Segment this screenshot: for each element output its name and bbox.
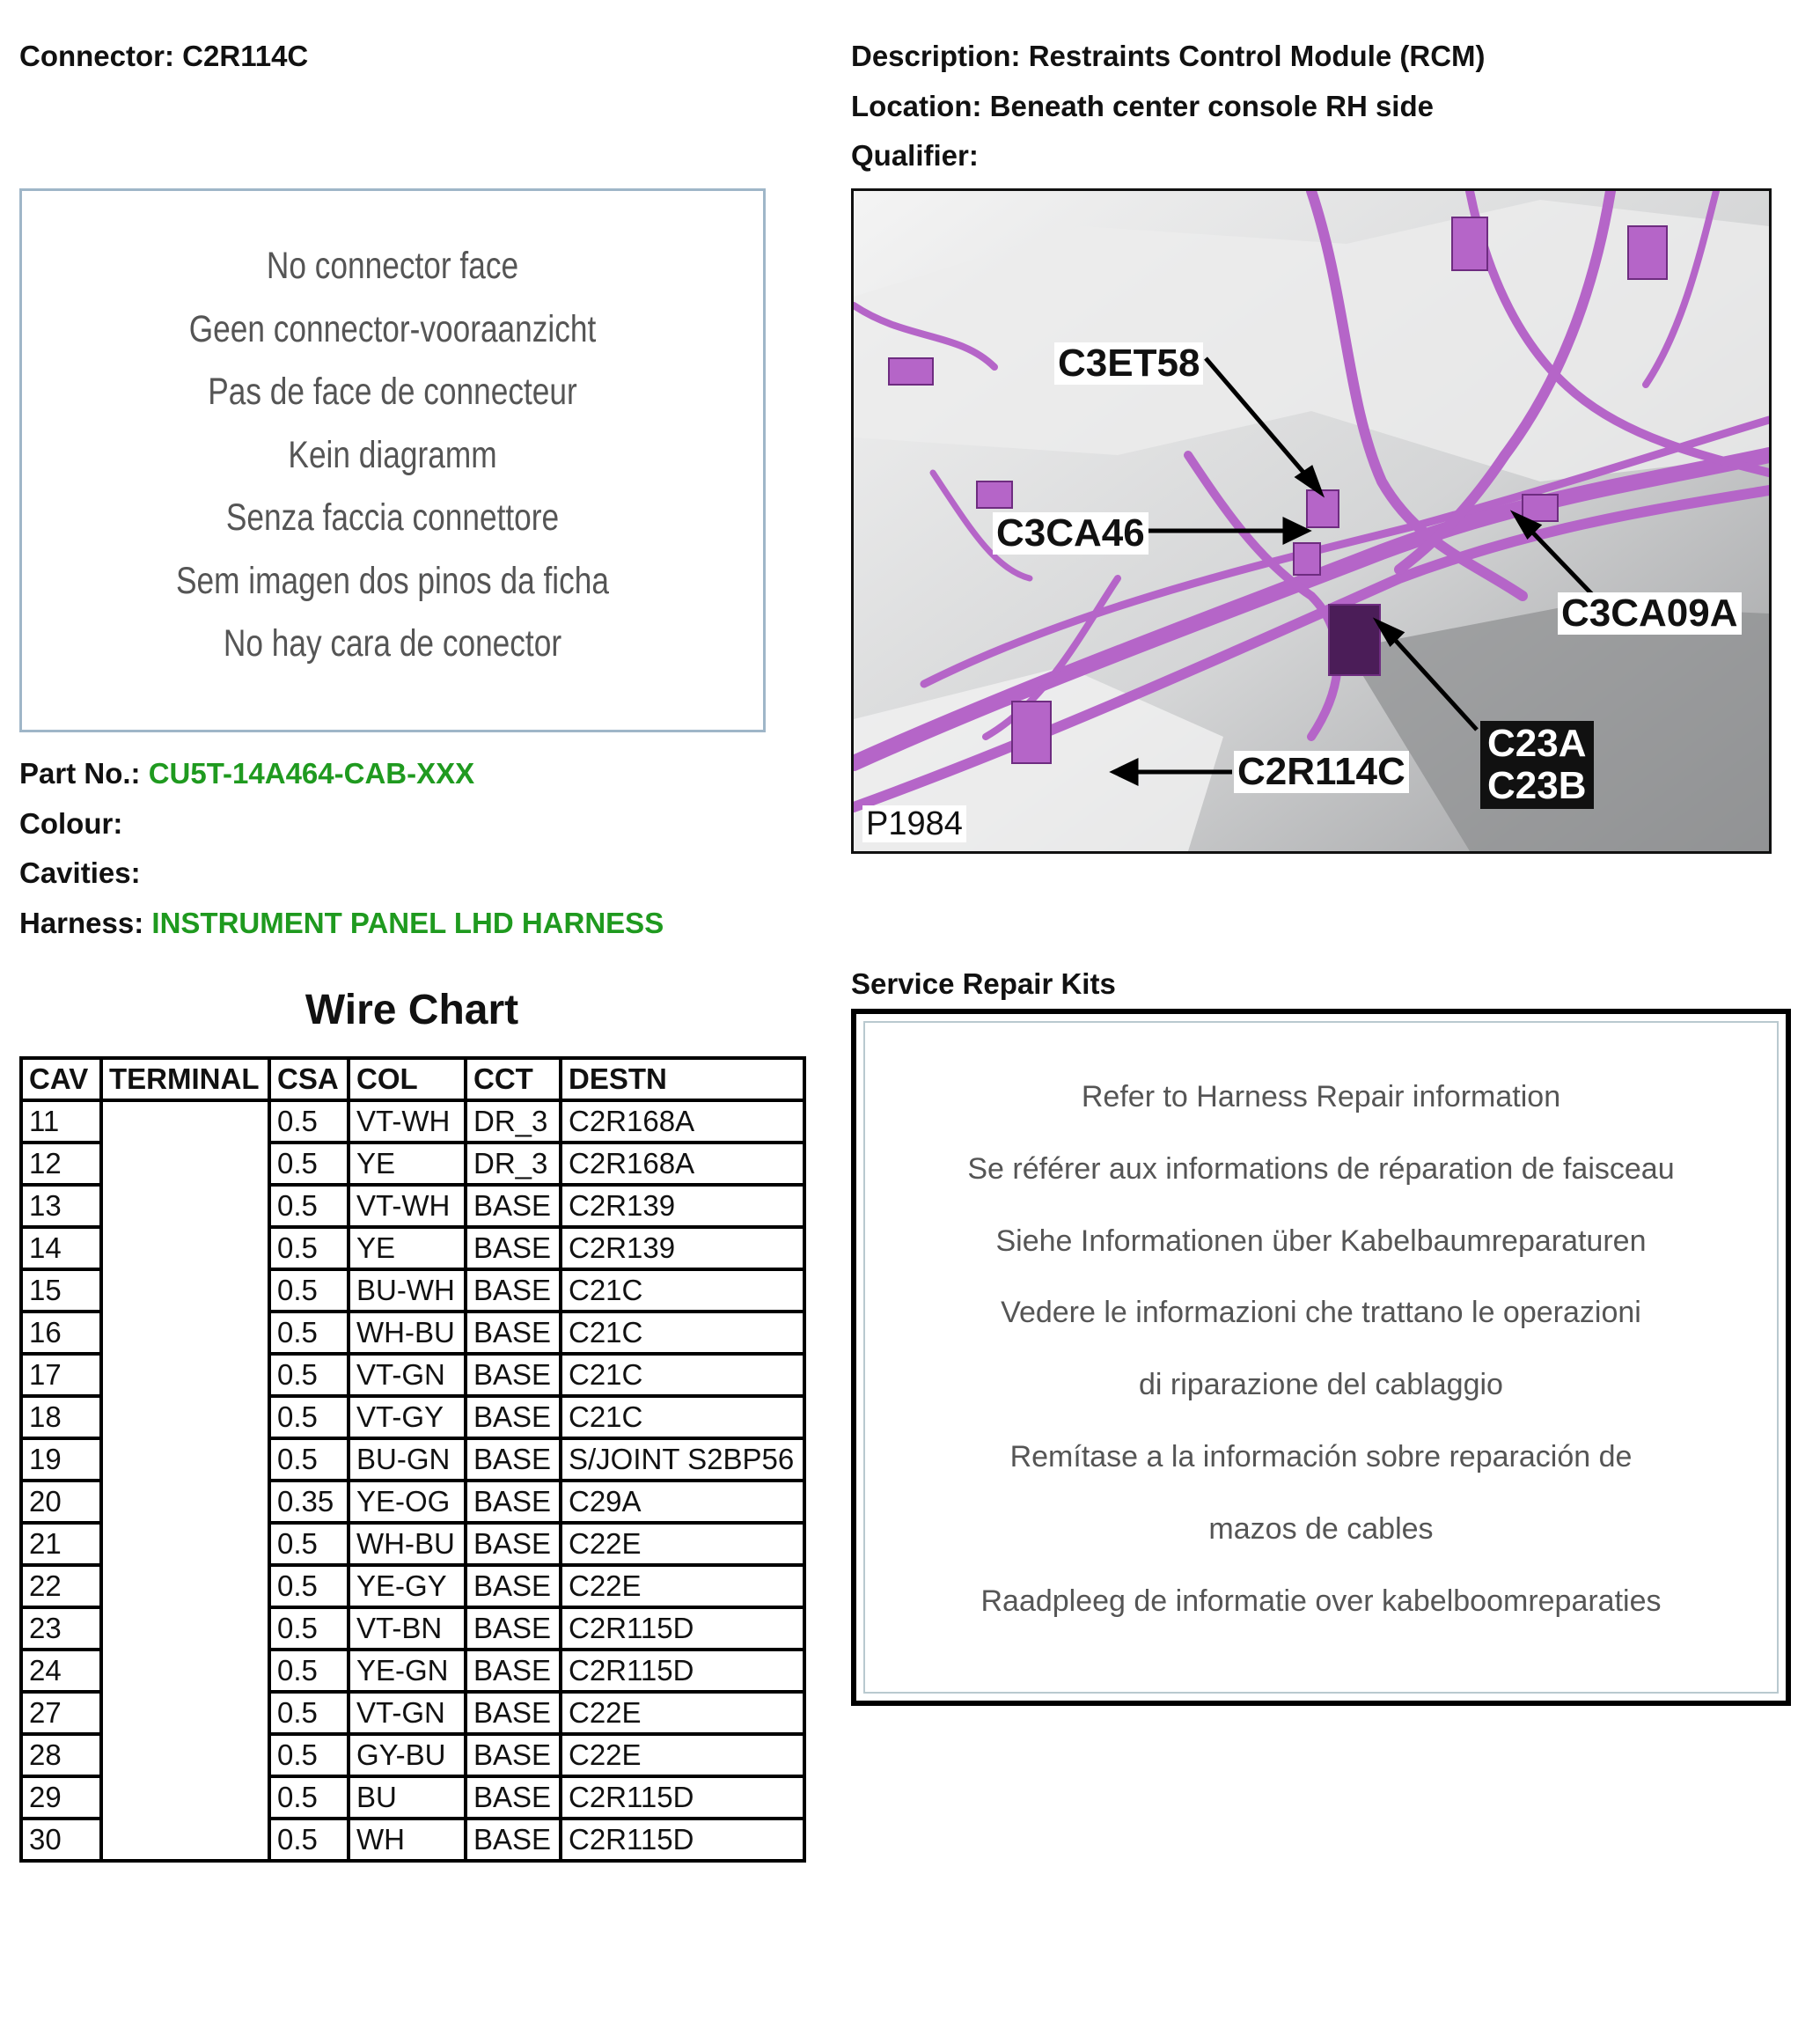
- cell-destn: C2R115D: [561, 1819, 804, 1861]
- cell-cav: 19: [21, 1438, 101, 1481]
- cell-col: BU-GN: [349, 1438, 466, 1481]
- description-label: Description:: [851, 40, 1021, 72]
- callout-c23a: C23A: [1487, 722, 1587, 765]
- connector-label: Connector:: [19, 40, 174, 72]
- cell-csa: 0.5: [269, 1269, 349, 1312]
- cell-col: YE: [349, 1143, 466, 1185]
- cell-destn: C21C: [561, 1396, 804, 1438]
- wire-chart-header-row: [21, 1058, 804, 1100]
- cell-terminal: [101, 1354, 269, 1396]
- cell-csa: 0.5: [269, 1312, 349, 1354]
- description-field: [851, 39, 1486, 74]
- callout-c3ca09a: C3CA09A: [1558, 592, 1742, 635]
- col-header-csa: CSA: [269, 1058, 349, 1100]
- cell-terminal: [101, 1819, 269, 1861]
- part-no-value: CU5T-14A464-CAB-XXX: [148, 757, 475, 790]
- cell-terminal: [101, 1438, 269, 1481]
- cell-cav: 16: [21, 1312, 101, 1354]
- kit-info-line: mazos de cables: [1208, 1511, 1434, 1546]
- service-repair-kits-box: [851, 1009, 1791, 1706]
- cell-csa: 0.5: [269, 1819, 349, 1861]
- cell-destn: C21C: [561, 1269, 804, 1312]
- kit-info-line: Vedere le informazioni che trattano le operazioni: [1001, 1296, 1641, 1330]
- cell-col: VT-GN: [349, 1692, 466, 1734]
- cell-destn: C29A: [561, 1481, 804, 1523]
- cell-destn: C22E: [561, 1565, 804, 1607]
- cell-cct: BASE: [466, 1607, 561, 1650]
- cell-terminal: [101, 1565, 269, 1607]
- cell-terminal: [101, 1523, 269, 1565]
- cell-cav: 23: [21, 1607, 101, 1650]
- col-header-terminal: TERMINAL: [101, 1058, 269, 1100]
- cell-csa: 0.5: [269, 1607, 349, 1650]
- cavities-field: [19, 856, 141, 891]
- table-row: [21, 1143, 804, 1185]
- cell-col: GY-BU: [349, 1734, 466, 1776]
- cell-destn: C2R139: [561, 1185, 804, 1227]
- harness-field: [19, 906, 664, 941]
- table-row: [21, 1776, 804, 1819]
- connector-value: C2R114C: [182, 40, 309, 72]
- table-row: [21, 1481, 804, 1523]
- col-header-cav: CAV: [21, 1058, 101, 1100]
- cell-cav: 29: [21, 1776, 101, 1819]
- cell-col: WH-BU: [349, 1312, 466, 1354]
- cell-cav: 30: [21, 1819, 101, 1861]
- table-row: [21, 1354, 804, 1396]
- description-value: Restraints Control Module (RCM): [1028, 40, 1486, 72]
- table-row: [21, 1227, 804, 1269]
- wire-chart-title: Wire Chart: [305, 987, 519, 1033]
- location-value: Beneath center console RH side: [989, 90, 1434, 122]
- cell-col: BU-WH: [349, 1269, 466, 1312]
- kit-info-line: Remítase a la información sobre reparación de: [1009, 1439, 1633, 1473]
- cell-destn: C2R168A: [561, 1100, 804, 1143]
- colour-label: Colour:: [19, 807, 123, 840]
- cell-csa: 0.5: [269, 1650, 349, 1692]
- connector-field: [19, 39, 308, 74]
- cell-destn: S/JOINT S2BP56: [561, 1438, 804, 1481]
- table-row: [21, 1565, 804, 1607]
- callout-c3et58: C3ET58: [1054, 342, 1203, 385]
- service-repair-kits-inner: [863, 1021, 1779, 1694]
- cell-cct: BASE: [466, 1523, 561, 1565]
- kit-info-line: di riparazione del cablaggio: [1139, 1368, 1503, 1402]
- cell-cct: BASE: [466, 1312, 561, 1354]
- cell-cct: BASE: [466, 1269, 561, 1312]
- cell-cct: BASE: [466, 1438, 561, 1481]
- cell-destn: C22E: [561, 1734, 804, 1776]
- cell-terminal: [101, 1776, 269, 1819]
- cell-destn: C2R115D: [561, 1607, 804, 1650]
- part-no-field: [19, 756, 474, 791]
- cell-terminal: [101, 1481, 269, 1523]
- cell-cav: 15: [21, 1269, 101, 1312]
- col-header-col: COL: [349, 1058, 466, 1100]
- wire-chart-body: [21, 1100, 804, 1861]
- cavities-label: Cavities:: [19, 856, 141, 889]
- cell-col: VT-GY: [349, 1396, 466, 1438]
- cell-terminal: [101, 1692, 269, 1734]
- cell-destn: C21C: [561, 1354, 804, 1396]
- location-field: [851, 89, 1434, 124]
- cell-col: VT-WH: [349, 1185, 466, 1227]
- cell-col: VT-GN: [349, 1354, 466, 1396]
- cell-cav: 17: [21, 1354, 101, 1396]
- cell-destn: C2R139: [561, 1227, 804, 1269]
- cell-csa: 0.5: [269, 1523, 349, 1565]
- col-header-cct: CCT: [466, 1058, 561, 1100]
- kit-info-line: Raadpleeg de informatie over kabelboomreparaties: [980, 1584, 1662, 1618]
- connector-location-photo: [851, 188, 1772, 854]
- cell-cav: 28: [21, 1734, 101, 1776]
- cell-csa: 0.5: [269, 1100, 349, 1143]
- cell-cct: BASE: [466, 1481, 561, 1523]
- cell-terminal: [101, 1269, 269, 1312]
- cell-terminal: [101, 1312, 269, 1354]
- table-row: [21, 1650, 804, 1692]
- cell-destn: C2R168A: [561, 1143, 804, 1185]
- cell-col: VT-BN: [349, 1607, 466, 1650]
- cell-cav: 12: [21, 1143, 101, 1185]
- cell-csa: 0.5: [269, 1565, 349, 1607]
- no-face-line: Senza faccia connettore: [225, 496, 560, 539]
- callout-c23b: C23B: [1487, 764, 1587, 807]
- harness-value: INSTRUMENT PANEL LHD HARNESS: [151, 907, 664, 939]
- cell-csa: 0.5: [269, 1734, 349, 1776]
- cell-terminal: [101, 1143, 269, 1185]
- callout-c23a-c23b: [1480, 721, 1594, 809]
- cell-cav: 21: [21, 1523, 101, 1565]
- cell-cct: BASE: [466, 1734, 561, 1776]
- cell-col: YE: [349, 1227, 466, 1269]
- qualifier-label: Qualifier:: [851, 139, 979, 172]
- cell-destn: C22E: [561, 1692, 804, 1734]
- cell-cct: BASE: [466, 1185, 561, 1227]
- cell-cav: 24: [21, 1650, 101, 1692]
- cell-csa: 0.5: [269, 1396, 349, 1438]
- no-face-line: No hay cara de conector: [223, 622, 562, 665]
- cell-terminal: [101, 1734, 269, 1776]
- cell-csa: 0.5: [269, 1776, 349, 1819]
- kit-info-line: Siehe Informationen über Kabelbaumreparaturen: [995, 1224, 1647, 1258]
- no-face-line: Pas de face de connecteur: [208, 371, 577, 413]
- cell-cav: 20: [21, 1481, 101, 1523]
- cell-col: VT-WH: [349, 1100, 466, 1143]
- callout-c2r114c: C2R114C: [1234, 751, 1409, 793]
- table-row: [21, 1185, 804, 1227]
- table-row: [21, 1312, 804, 1354]
- cell-terminal: [101, 1607, 269, 1650]
- cell-col: YE-GN: [349, 1650, 466, 1692]
- kit-info-line: Se référer aux informations de réparation de faisceau: [967, 1151, 1675, 1186]
- cell-cct: BASE: [466, 1650, 561, 1692]
- table-row: [21, 1396, 804, 1438]
- cell-terminal: [101, 1396, 269, 1438]
- cell-csa: 0.5: [269, 1438, 349, 1481]
- cell-destn: C22E: [561, 1523, 804, 1565]
- cell-cct: BASE: [466, 1776, 561, 1819]
- cell-col: BU: [349, 1776, 466, 1819]
- cell-cav: 18: [21, 1396, 101, 1438]
- cell-destn: C2R115D: [561, 1776, 804, 1819]
- cell-cct: DR_3: [466, 1143, 561, 1185]
- table-row: [21, 1438, 804, 1481]
- no-face-line: Geen connector-vooraanzicht: [188, 307, 597, 350]
- table-row: [21, 1523, 804, 1565]
- part-no-label: Part No.:: [19, 757, 141, 790]
- table-row: [21, 1819, 804, 1861]
- cell-csa: 0.5: [269, 1692, 349, 1734]
- cell-cav: 13: [21, 1185, 101, 1227]
- qualifier-field: [851, 138, 979, 173]
- cell-cct: BASE: [466, 1565, 561, 1607]
- cell-cav: 22: [21, 1565, 101, 1607]
- cell-terminal: [101, 1227, 269, 1269]
- cell-cav: 14: [21, 1227, 101, 1269]
- figure-id: P1984: [862, 805, 966, 842]
- cell-cav: 11: [21, 1100, 101, 1143]
- cell-cct: BASE: [466, 1819, 561, 1861]
- service-repair-kits-title: Service Repair Kits: [851, 967, 1116, 1000]
- cell-terminal: [101, 1650, 269, 1692]
- cell-col: WH: [349, 1819, 466, 1861]
- table-row: [21, 1607, 804, 1650]
- cell-col: YE-GY: [349, 1565, 466, 1607]
- cell-csa: 0.5: [269, 1354, 349, 1396]
- no-face-line: Kein diagramm: [288, 433, 497, 476]
- cell-cct: DR_3: [466, 1100, 561, 1143]
- wire-chart-table: [19, 1056, 806, 1863]
- cell-csa: 0.35: [269, 1481, 349, 1523]
- cell-cct: BASE: [466, 1227, 561, 1269]
- table-row: [21, 1100, 804, 1143]
- cell-cav: 27: [21, 1692, 101, 1734]
- cell-csa: 0.5: [269, 1227, 349, 1269]
- location-label: Location:: [851, 90, 982, 122]
- cell-cct: BASE: [466, 1354, 561, 1396]
- cell-col: YE-OG: [349, 1481, 466, 1523]
- table-row: [21, 1269, 804, 1312]
- kit-info-line: Refer to Harness Repair information: [1081, 1080, 1561, 1113]
- cell-terminal: [101, 1185, 269, 1227]
- colour-field: [19, 806, 122, 841]
- cell-destn: C21C: [561, 1312, 804, 1354]
- no-face-line: No connector face: [266, 245, 519, 287]
- cell-destn: C2R115D: [561, 1650, 804, 1692]
- cell-cct: BASE: [466, 1396, 561, 1438]
- cell-csa: 0.5: [269, 1185, 349, 1227]
- cell-col: WH-BU: [349, 1523, 466, 1565]
- callout-c3ca46: C3CA46: [993, 512, 1149, 555]
- cell-cct: BASE: [466, 1692, 561, 1734]
- table-row: [21, 1692, 804, 1734]
- cell-terminal: [101, 1100, 269, 1143]
- no-connector-face-box: [19, 188, 766, 732]
- no-face-line: Sem imagen dos pinos da ficha: [176, 559, 609, 602]
- col-header-destn: DESTN: [561, 1058, 804, 1100]
- table-row: [21, 1734, 804, 1776]
- cell-csa: 0.5: [269, 1143, 349, 1185]
- harness-label: Harness:: [19, 907, 144, 939]
